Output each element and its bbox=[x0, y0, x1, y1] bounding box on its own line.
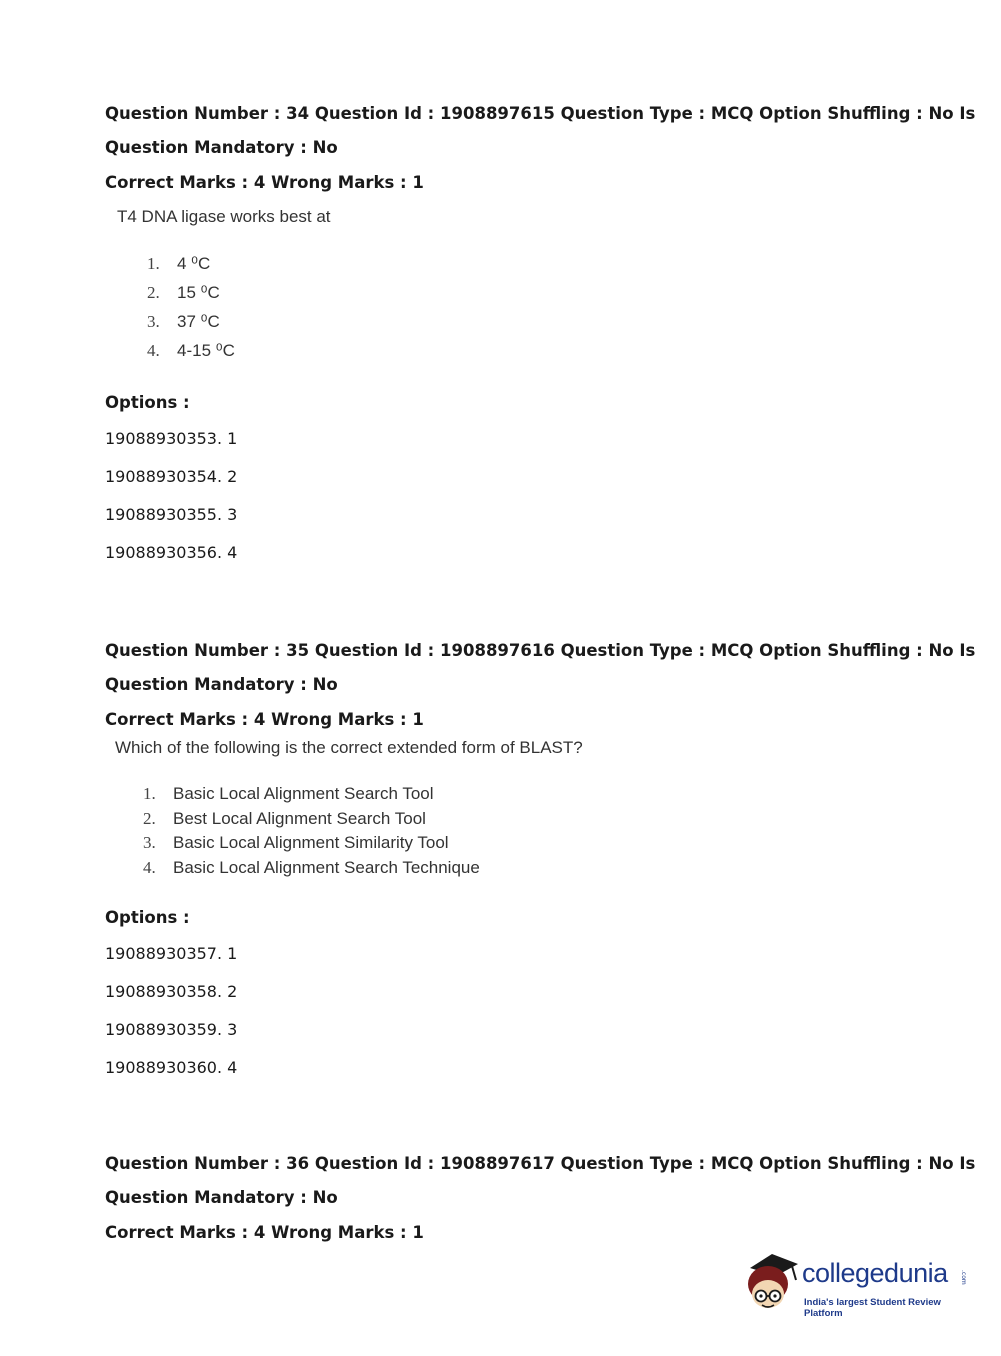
question-header: Question Number : 34 Question Id : 1908897615 Question Type : MCQ Option Shuffling : No Is bbox=[105, 104, 976, 123]
choice-item bbox=[147, 336, 925, 365]
question-36 bbox=[105, 1147, 976, 1247]
option-line: 19088930357. 1 bbox=[105, 944, 238, 963]
options-label: Options : bbox=[105, 393, 190, 412]
question-mandatory: Question Mandatory : No bbox=[105, 1188, 338, 1207]
choice-number: 4. bbox=[147, 341, 160, 360]
choice-number: 2. bbox=[143, 808, 156, 828]
question-text: T4 DNA ligase works best at bbox=[117, 207, 331, 226]
choice-text: Best Local Alignment Search Tool bbox=[173, 808, 426, 828]
choice-number: 3. bbox=[143, 833, 156, 852]
option-line: 19088930358. 2 bbox=[105, 982, 238, 1001]
question-marks: Correct Marks : 4 Wrong Marks : 1 bbox=[105, 173, 424, 192]
choice-text: 37 ⁰C bbox=[177, 312, 220, 331]
question-mandatory: Question Mandatory : No bbox=[105, 138, 338, 157]
choice-item bbox=[147, 278, 925, 307]
mascot-face-icon bbox=[742, 1250, 804, 1320]
choice-item bbox=[147, 249, 925, 278]
choice-item bbox=[147, 307, 925, 336]
question-marks: Correct Marks : 4 Wrong Marks : 1 bbox=[105, 1223, 424, 1242]
choice-text: 15 ⁰C bbox=[177, 283, 220, 302]
option-line: 19088930356. 4 bbox=[105, 543, 238, 562]
option-line: 19088930355. 3 bbox=[105, 505, 238, 524]
choice-number: 4. bbox=[143, 857, 156, 877]
choice-item bbox=[143, 807, 925, 832]
option-line: 19088930359. 3 bbox=[105, 1020, 238, 1039]
collegedunia-logo[interactable] bbox=[742, 1250, 972, 1320]
option-line: 19088930354. 2 bbox=[105, 467, 238, 486]
question-35 bbox=[105, 634, 976, 1079]
question-34 bbox=[105, 97, 976, 564]
logo-tagline: India's largest Student Review Platform bbox=[804, 1297, 941, 1319]
choice-number: 2. bbox=[147, 283, 160, 302]
logo-wordmark: collegedunia bbox=[802, 1258, 948, 1288]
choice-text: 4 ⁰C bbox=[177, 254, 211, 273]
choice-text: Basic Local Alignment Similarity Tool bbox=[173, 833, 449, 852]
choice-list bbox=[147, 249, 925, 365]
choice-number: 1. bbox=[147, 254, 160, 273]
choice-text: Basic Local Alignment Search Tool bbox=[173, 784, 434, 803]
choice-text: 4-15 ⁰C bbox=[177, 341, 235, 360]
logo-suffix: .com bbox=[960, 1270, 967, 1285]
question-text: Which of the following is the correct extended form of BLAST? bbox=[115, 738, 583, 757]
choice-list bbox=[143, 782, 925, 880]
option-line: 19088930360. 4 bbox=[105, 1058, 238, 1077]
choice-item bbox=[143, 782, 925, 807]
question-marks: Correct Marks : 4 Wrong Marks : 1 bbox=[105, 710, 424, 729]
options-label: Options : bbox=[105, 908, 190, 927]
question-header: Question Number : 36 Question Id : 1908897617 Question Type : MCQ Option Shuffling : No Is bbox=[105, 1154, 976, 1173]
choice-number: 3. bbox=[147, 312, 160, 331]
choice-item bbox=[143, 856, 925, 881]
choice-number: 1. bbox=[143, 784, 156, 803]
option-line: 19088930353. 1 bbox=[105, 429, 238, 448]
choice-item bbox=[143, 831, 925, 856]
question-mandatory: Question Mandatory : No bbox=[105, 675, 338, 694]
question-header: Question Number : 35 Question Id : 1908897616 Question Type : MCQ Option Shuffling : No Is bbox=[105, 641, 976, 660]
choice-text: Basic Local Alignment Search Technique bbox=[173, 857, 480, 877]
